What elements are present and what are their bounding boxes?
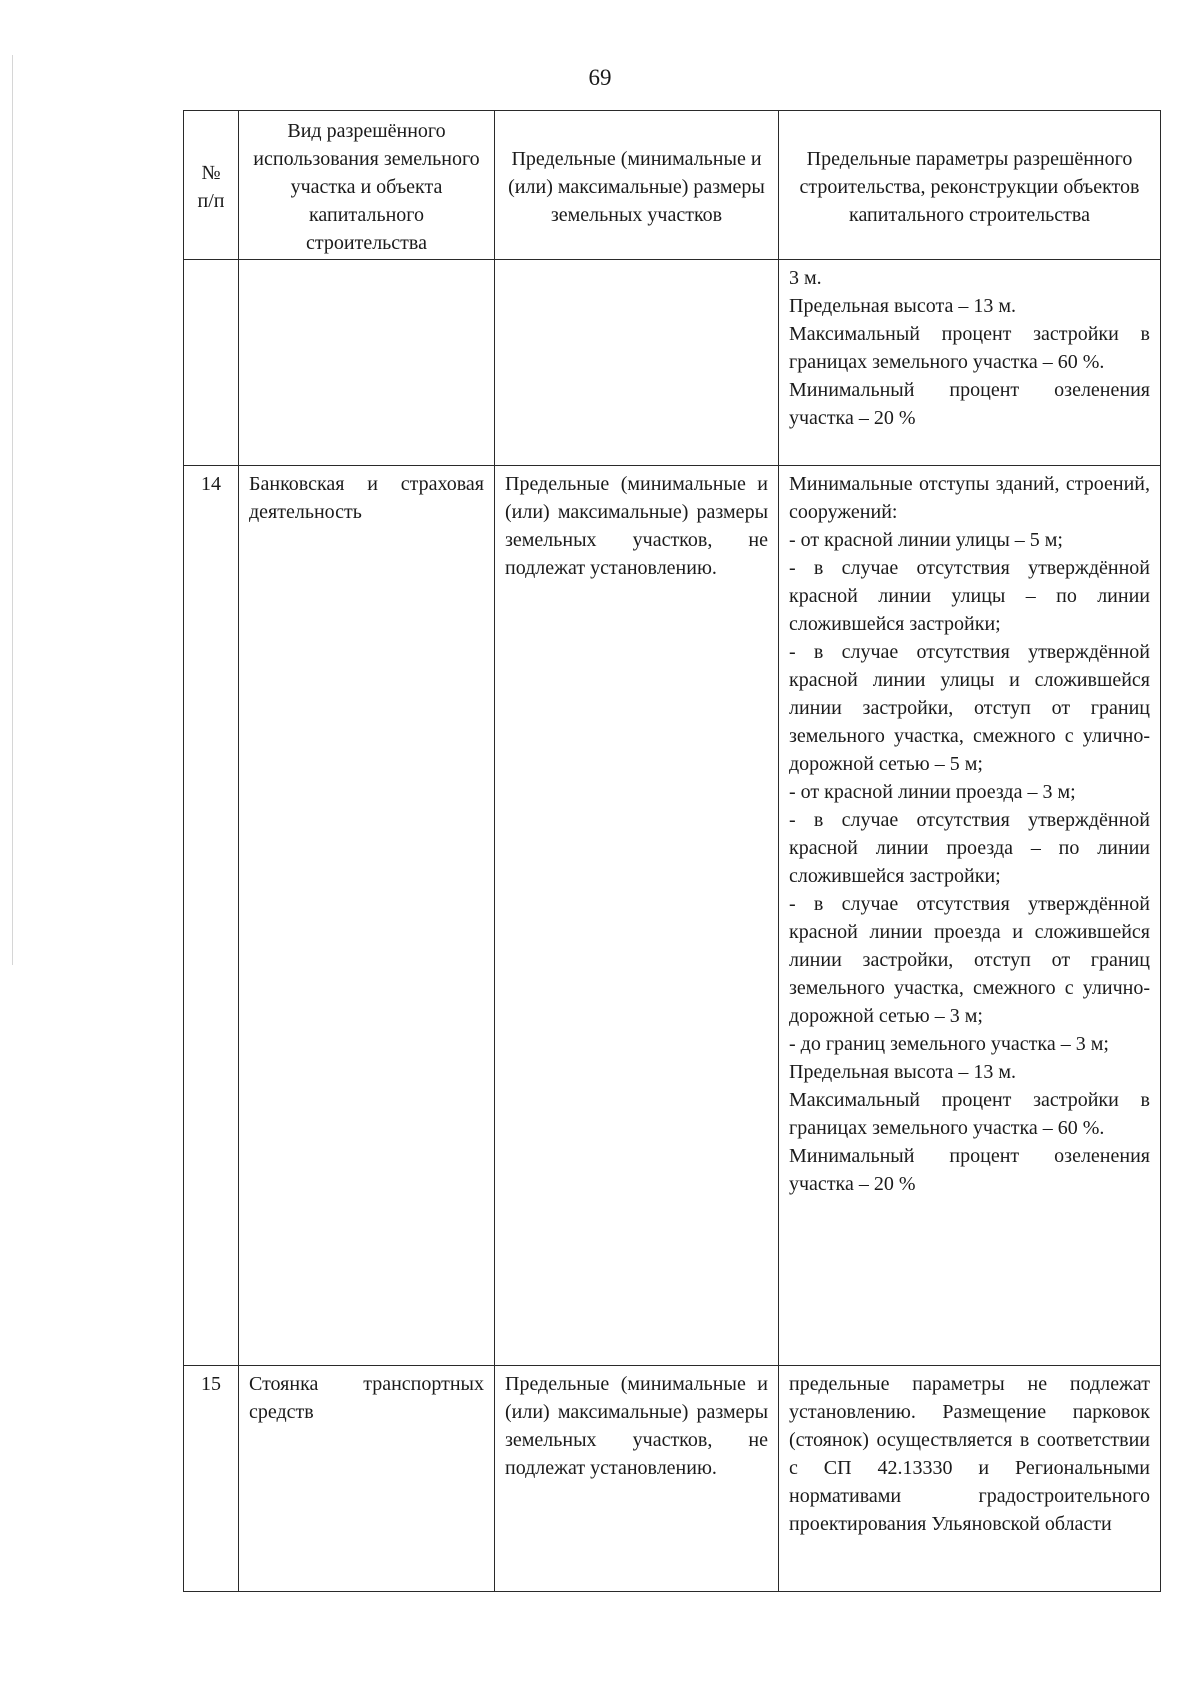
param-line: Минимальный процент озеленения участка – 20 % <box>789 1145 1150 1195</box>
param-line: Максимальный процент застройки в границах земельного участка – 60 %. <box>789 323 1150 373</box>
row-use-type: Стоянка транспортных средств <box>239 1366 495 1592</box>
table-row <box>184 260 1161 466</box>
header-use-type: Вид разрешённого использования земельного участка и объекта капитального строительства <box>239 111 495 260</box>
param-line: - в случае отсутствия утверждённой красной линии улицы и сложившейся линии застройки, отступ от границ земельного участка, смежного с улично-дорожной сетью – 5 м; <box>789 641 1150 775</box>
param-line: предельные параметры не подлежат установлению. Размещение парковок (стоянок) осуществляется в соответствии с СП 42.13330 и Региональными нормативами градостроительного проектирования Ульяновской области <box>789 1373 1150 1535</box>
row-number <box>184 260 239 466</box>
row-plot-size: Предельные (минимальные и (или) максимальные) размеры земельных участков, не подлежат установлению. <box>495 466 779 1366</box>
row-build-params <box>779 260 1161 466</box>
param-line: Максимальный процент застройки в границах земельного участка – 60 %. <box>789 1089 1150 1139</box>
param-line: - до границ земельного участка – 3 м; <box>789 1033 1109 1055</box>
param-line: - в случае отсутствия утверждённой красной линии улицы – по линии сложившейся застройки; <box>789 557 1150 635</box>
page-number: 69 <box>588 65 612 90</box>
param-line: 3 м. <box>789 267 822 289</box>
param-line: - от красной линии проезда – 3 м; <box>789 781 1076 803</box>
header-build-params: Предельные параметры разрешённого строительства, реконструкции объектов капитального строительства <box>779 111 1161 260</box>
param-line: - в случае отсутствия утверждённой красной линии проезда – по линии сложившейся застройки; <box>789 809 1150 887</box>
param-line: Минимальный процент озеленения участка – 20 % <box>789 379 1150 429</box>
regulations-table <box>183 110 1161 1592</box>
header-plot-size: Предельные (минимальные и (или) максимальные) размеры земельных участков <box>495 111 779 260</box>
table-row <box>184 466 1161 1366</box>
row-number: 15 <box>184 1366 239 1592</box>
row-build-params <box>779 466 1161 1366</box>
param-line: Минимальные отступы зданий, строений, сооружений: <box>789 473 1150 523</box>
scan-edge-line <box>12 55 13 965</box>
header-number: № п/п <box>184 111 239 260</box>
row-number: 14 <box>184 466 239 1366</box>
param-line: Предельная высота – 13 м. <box>789 1061 1017 1083</box>
row-use-type: Банковская и страховая деятельность <box>239 466 495 1366</box>
row-use-type <box>239 260 495 466</box>
row-plot-size <box>495 260 779 466</box>
param-line: - от красной линии улицы – 5 м; <box>789 529 1063 551</box>
row-plot-size: Предельные (минимальные и (или) максимальные) размеры земельных участков, не подлежат установлению. <box>495 1366 779 1592</box>
table-header-row <box>184 111 1161 260</box>
table-row <box>184 1366 1161 1592</box>
param-line: - в случае отсутствия утверждённой красной линии проезда и сложившейся линии застройки, отступ от границ земельного участка, смежного с улично-дорожной сетью – 3 м; <box>789 893 1150 1027</box>
param-line: Предельная высота – 13 м. <box>789 295 1017 317</box>
row-build-params <box>779 1366 1161 1592</box>
